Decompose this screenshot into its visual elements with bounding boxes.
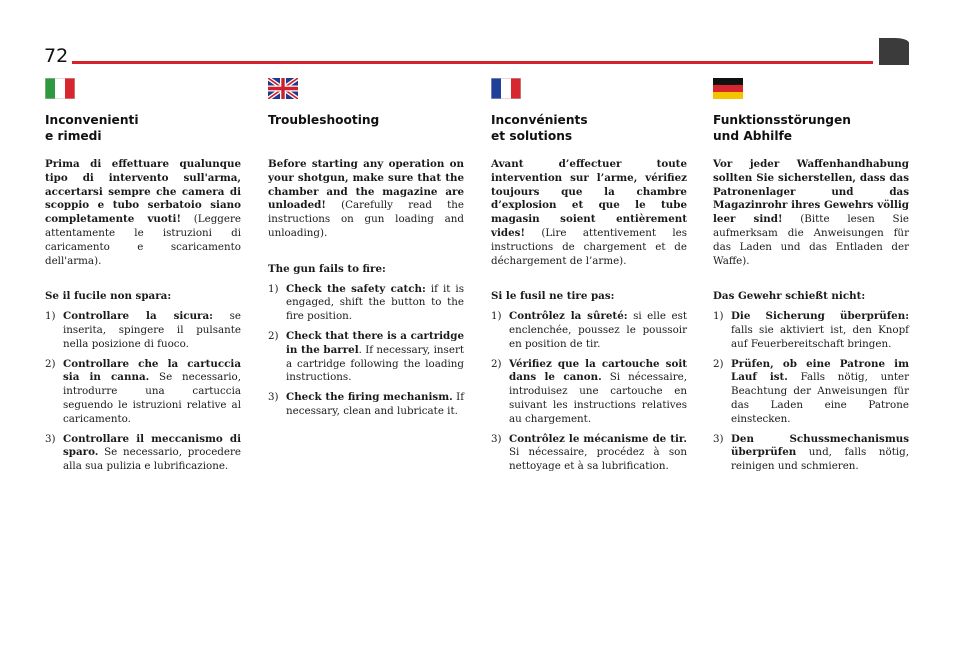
header-rule	[72, 61, 873, 64]
column-german	[713, 78, 909, 480]
step-detail: se inserita, spingere il pulsante nella posizione di fuoco.	[63, 310, 242, 350]
list-item	[491, 358, 687, 427]
heading-line-1: Inconvénients	[491, 113, 588, 127]
fault-subheading: The gun fails to fire:	[268, 262, 386, 275]
list-item	[268, 391, 464, 419]
step-detail: falls sie aktiviert ist, den Knopf auf Feuerbereitschaft bringen.	[731, 323, 909, 350]
step-number: 1)	[268, 282, 279, 295]
step-action: Controllare la sicura:	[63, 310, 213, 323]
list-item	[45, 433, 241, 474]
intro-paragraph	[491, 158, 687, 268]
intro-warning: Prima di effettuare qualunque tipo di intervento sull'arma, accertarsi sempre che camera di scoppio e tubo serbatoio siano completamente vuoti!	[45, 158, 241, 226]
step-detail: Si nécessaire, procédez à son nettoyage et à sa lubrification.	[509, 446, 687, 473]
step-detail: Se necessario, introdurre una cartuccia seguendo le istruzioni relative al caricamento.	[63, 371, 241, 425]
step-action: Controllare il meccanismo di sparo.	[63, 432, 241, 459]
step-action: Controllare che la cartuccia sia in canna.	[63, 357, 241, 384]
section-heading	[268, 112, 464, 144]
intro-note: (Leggere attentamente le istruzioni di caricamento e scaricamento dell'arma).	[45, 213, 241, 267]
step-number: 1)	[45, 310, 56, 323]
list-item	[268, 330, 464, 385]
fault-subheading: Si le fusil ne tire pas:	[491, 290, 615, 303]
step-action: Check that there is a cartridge in the barrel	[286, 329, 464, 356]
step-number: 2)	[45, 357, 56, 370]
step-action: Vérifiez que la cartouche soit dans le canon.	[509, 357, 687, 384]
steps-list	[45, 310, 241, 474]
corner-tab	[879, 38, 909, 65]
section-heading	[491, 112, 687, 144]
uk-flag-icon	[268, 78, 298, 99]
intro-note: (Bitte lesen Sie aufmerksam die Anweisungen für das Laden und das Entladen der Waffe).	[713, 213, 909, 267]
step-number: 2)	[713, 357, 724, 370]
intro-warning: Vor jeder Waffenhandhabung sollten Sie sicherstellen, dass das Patronenlager und das Magazinrohr ihres Gewehrs völlig leer sind!	[713, 158, 909, 226]
step-detail: Si nécessaire, introduisez une cartouche en suivant les instructions relatives au chargement.	[509, 371, 687, 425]
step-action: Den Schussmechanismus überprüfen	[731, 432, 909, 459]
step-action: Die Sicherung überprüfen:	[731, 310, 909, 323]
step-detail: If necessary, clean and lubricate it.	[286, 391, 465, 417]
step-detail: Se necessario, procedere alla sua pulizia e lubrificazione.	[63, 446, 241, 473]
intro-note: (Lire attentivement les instructions de chargement et de déchargement de l’arme).	[491, 226, 687, 267]
step-detail: und, falls nötig, reinigen und schmieren.	[731, 446, 909, 473]
step-detail: si elle est enclenchée, poussez le poussoir en position de tir.	[509, 310, 688, 350]
section-heading	[713, 112, 909, 144]
list-item	[713, 433, 909, 474]
intro-warning: Avant d’effectuer toute intervention sur l’arme, vérifiez toujours que la chambre d’explosion et que le tube magasin soient entièrement vides!	[491, 158, 687, 239]
step-action: Contrôlez la sûreté:	[509, 310, 628, 323]
list-item	[713, 310, 909, 351]
step-number: 2)	[491, 357, 502, 370]
heading-line-2: e rimedi	[45, 129, 102, 143]
step-detail: if it is engaged, shift the button to the fire position.	[286, 282, 464, 323]
france-flag-icon	[491, 78, 521, 99]
step-number: 3)	[491, 432, 502, 445]
heading-line-1: Funktionsstörungen	[713, 113, 851, 127]
fault-subheading: Se il fucile non spara:	[45, 290, 172, 303]
step-number: 3)	[268, 391, 279, 404]
step-number: 3)	[45, 432, 56, 445]
germany-flag-icon	[713, 78, 743, 99]
list-item	[491, 433, 687, 474]
italy-flag-icon	[45, 78, 75, 99]
heading-line-1: Inconvenienti	[45, 113, 139, 127]
list-item	[713, 358, 909, 427]
column-italian	[45, 78, 241, 480]
steps-list	[713, 310, 909, 474]
step-detail: . If necessary, insert a cartridge following the loading instructions.	[286, 343, 464, 384]
list-item	[491, 310, 687, 351]
step-action: Check the safety catch:	[286, 282, 426, 295]
intro-paragraph	[45, 158, 241, 268]
heading-line-2: et solutions	[491, 129, 573, 143]
steps-list	[491, 310, 687, 474]
step-number: 2)	[268, 329, 279, 342]
section-heading	[45, 112, 241, 144]
intro-note: (Carefully read the instructions on gun loading and unloading).	[268, 199, 464, 239]
heading-line-1: Troubleshooting	[268, 113, 380, 127]
column-french	[491, 78, 687, 480]
step-number: 1)	[713, 310, 724, 323]
step-action: Check the firing mechanism.	[286, 391, 453, 404]
step-detail: Falls nötig, unter Beachtung der Anweisungen für das Laden eine Patrone einstecken.	[731, 371, 909, 425]
step-action: Contrôlez le mécanisme de tir.	[509, 432, 687, 445]
heading-line-2: und Abhilfe	[713, 129, 793, 143]
step-number: 3)	[713, 432, 724, 445]
intro-paragraph	[268, 158, 464, 241]
list-item	[45, 358, 241, 427]
intro-warning: Before starting any operation on your shotgun, make sure that the chamber and the magazine are unloaded!	[268, 158, 464, 212]
page-number: 72	[44, 45, 69, 67]
intro-paragraph	[713, 158, 909, 268]
column-english	[268, 78, 464, 425]
steps-list	[268, 283, 464, 419]
fault-subheading: Das Gewehr schießt nicht:	[713, 290, 866, 303]
list-item	[45, 310, 241, 351]
list-item	[268, 283, 464, 324]
step-number: 1)	[491, 310, 502, 323]
step-action: Prüfen, ob eine Patrone im Lauf ist.	[731, 357, 909, 384]
